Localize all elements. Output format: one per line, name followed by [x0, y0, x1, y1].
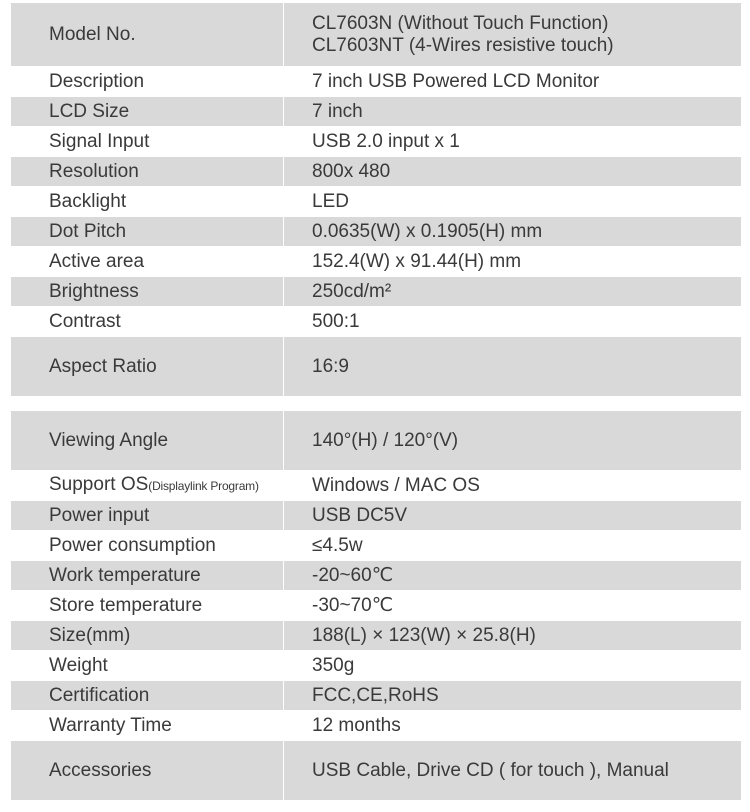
row-value: 500:1 — [284, 307, 742, 337]
row-value: USB 2.0 input x 1 — [284, 127, 742, 157]
row-label: Aspect Ratio — [11, 337, 284, 397]
row-label: Signal Input — [11, 127, 284, 157]
row-label: Power input — [11, 501, 284, 531]
table-gap — [11, 397, 742, 411]
row-value: -30~70℃ — [284, 591, 742, 621]
row-value: -20~60℃ — [284, 561, 742, 591]
row-label: Contrast — [11, 307, 284, 337]
table-row — [11, 217, 742, 247]
row-value: 250cd/m² — [284, 277, 742, 307]
row-value: 152.4(W) x 91.44(H) mm — [284, 247, 742, 277]
table-row-aspect-ratio — [11, 337, 742, 397]
table-row — [11, 157, 742, 187]
row-label: LCD Size — [11, 97, 284, 127]
row-label: Backlight — [11, 187, 284, 217]
row-value: ≤4.5w — [284, 531, 742, 561]
row-label: Active area — [11, 247, 284, 277]
table-row-viewing-angle — [11, 411, 742, 471]
table-row — [11, 501, 742, 531]
row-value: 16:9 — [284, 337, 742, 397]
row-label: Brightness — [11, 277, 284, 307]
row-label: Weight — [11, 651, 284, 681]
row-label: Description — [11, 67, 284, 97]
table-row-accessories — [11, 741, 742, 801]
table-row — [11, 621, 742, 651]
table-row-model — [11, 3, 742, 67]
row-value: USB Cable, Drive CD ( for touch ), Manual — [284, 741, 742, 801]
row-label: Viewing Angle — [11, 411, 284, 471]
row-label: Warranty Time — [11, 711, 284, 741]
row-value: 350g — [284, 651, 742, 681]
table-row — [11, 67, 742, 97]
table-row — [11, 277, 742, 307]
row-value: 7 inch — [284, 97, 742, 127]
table-row — [11, 591, 742, 621]
row-value: 188(L) × 123(W) × 25.8(H) — [284, 621, 742, 651]
row-value: USB DC5V — [284, 501, 742, 531]
table-row — [11, 681, 742, 711]
row-value: 800x 480 — [284, 157, 742, 187]
row-value: LED — [284, 187, 742, 217]
table-row — [11, 651, 742, 681]
table-row — [11, 711, 742, 741]
row-label: Resolution — [11, 157, 284, 187]
row-value: Windows / MAC OS — [284, 471, 742, 501]
table-row — [11, 127, 742, 157]
table-row-support-os — [11, 471, 742, 501]
row-value: 140°(H) / 120°(V) — [284, 411, 742, 471]
support-os-label: Support OS — [49, 474, 149, 495]
row-label: Accessories — [11, 741, 284, 801]
table-row — [11, 97, 742, 127]
table-row — [11, 531, 742, 561]
row-value — [284, 3, 742, 67]
row-label: Size(mm) — [11, 621, 284, 651]
row-label: Store temperature — [11, 591, 284, 621]
row-value: 12 months — [284, 711, 742, 741]
model-value-line-2: CL7603NT (4-Wires resistive touch) — [312, 34, 614, 56]
row-value: FCC,CE,RoHS — [284, 681, 742, 711]
row-label — [11, 471, 284, 501]
table-row — [11, 561, 742, 591]
row-label: Power consumption — [11, 531, 284, 561]
model-value-line-1: CL7603N (Without Touch Function) — [312, 12, 609, 34]
row-label: Certification — [11, 681, 284, 711]
row-label: Dot Pitch — [11, 217, 284, 247]
specification-table — [10, 2, 742, 801]
table-row — [11, 247, 742, 277]
support-os-note: (Displaylink Program) — [148, 479, 259, 493]
row-label: Work temperature — [11, 561, 284, 591]
table-row — [11, 307, 742, 337]
row-value: 0.0635(W) x 0.1905(H) mm — [284, 217, 742, 247]
row-value: 7 inch USB Powered LCD Monitor — [284, 67, 742, 97]
row-label: Model No. — [11, 3, 284, 67]
table-row — [11, 187, 742, 217]
